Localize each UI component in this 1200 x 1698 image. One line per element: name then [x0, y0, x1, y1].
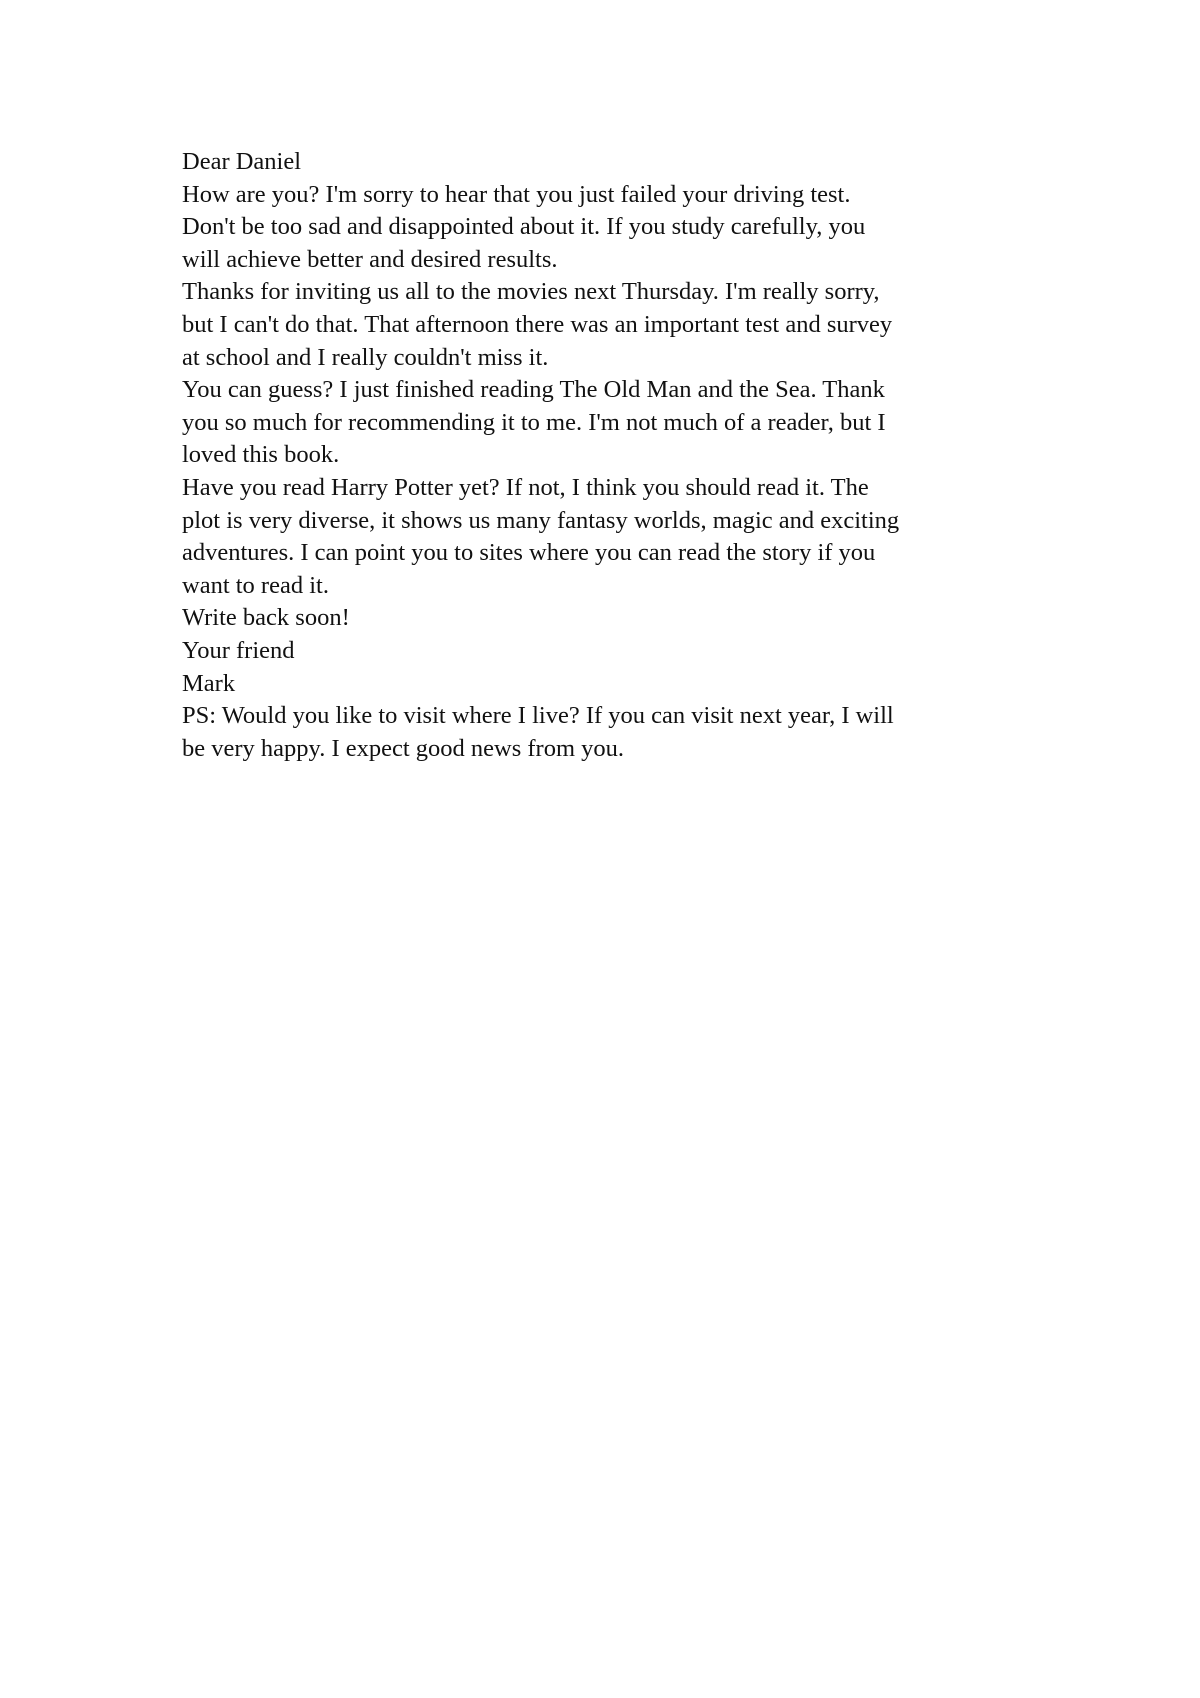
letter-line: Thanks for inviting us all to the movies next Thursday. I'm really sorry, [182, 278, 880, 306]
letter-line: adventures. I can point you to sites where you can read the story if you [182, 539, 876, 567]
letter-signature: Mark [182, 669, 236, 697]
letter-line: will achieve better and desired results. [182, 245, 558, 273]
letter-signoff: Your friend [182, 636, 295, 664]
letter-line: want to read it. [182, 571, 329, 599]
letter-line: but I can't do that. That afternoon there was an important test and survey [182, 310, 893, 338]
letter-line: loved this book. [182, 441, 340, 469]
letter-line: you so much for recommending it to me. I'm not much of a reader, but I [182, 408, 886, 436]
letter-postscript: be very happy. I expect good news from you. [182, 734, 625, 762]
letter-line: How are you? I'm sorry to hear that you just failed your driving test. [182, 180, 851, 208]
letter-closing: Write back soon! [182, 604, 350, 632]
letter-line: Don't be too sad and disappointed about it. If you study carefully, you [182, 213, 866, 241]
letter-line: Have you read Harry Potter yet? If not, I think you should read it. The [182, 473, 869, 501]
letter-line: You can guess? I just finished reading The Old Man and the Sea. Thank [182, 376, 885, 404]
letter-postscript: PS: Would you like to visit where I live? If you can visit next year, I will [182, 702, 894, 730]
letter-line: plot is very diverse, it shows us many fantasy worlds, magic and exciting [182, 506, 900, 534]
letter-line: at school and I really couldn't miss it. [182, 343, 549, 371]
letter-body [182, 146, 1042, 765]
letter-salutation: Dear Daniel [182, 148, 302, 175]
